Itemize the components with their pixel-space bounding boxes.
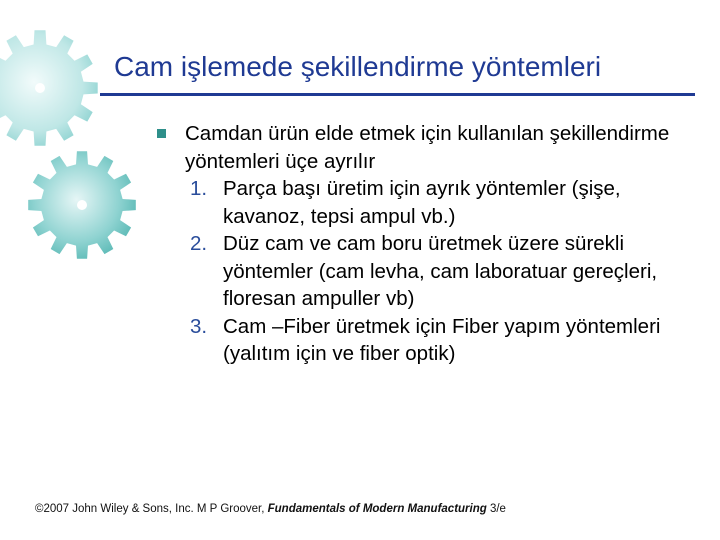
item-text: Cam –Fiber üretmek için Fiber yapım yöntemleri (yalıtım için ve fiber optik) bbox=[223, 314, 661, 365]
footer-edition: 3/e bbox=[486, 503, 506, 515]
numbered-list bbox=[156, 175, 701, 368]
slide-title: Cam işlemede şekillendirme yöntemleri bbox=[114, 51, 602, 82]
item-number: 2. bbox=[190, 232, 208, 255]
item-text: Düz cam ve cam boru üretmek üzere sürekli yöntemler (cam levha, cam laboratuar gereçleri, floresan ampuller vb) bbox=[223, 232, 658, 310]
gear-hole bbox=[35, 83, 45, 93]
item-number: 1. bbox=[190, 177, 208, 200]
gear-hole bbox=[77, 200, 87, 210]
gear-icon bbox=[0, 30, 98, 145]
gear-icon bbox=[28, 151, 136, 259]
item-number: 3. bbox=[190, 314, 208, 338]
list-item bbox=[156, 313, 701, 368]
bullet-text: Camdan ürün elde etmek için kullanılan şekillendirme yöntemleri üçe ayrılır bbox=[185, 122, 670, 173]
item-text: Parça başı üretim için ayrık yöntemler (şişe, kavanoz, tepsi ampul vb.) bbox=[223, 177, 621, 228]
bullet-item bbox=[156, 120, 701, 175]
footer-book-title: Fundamentals of Modern Manufacturing bbox=[267, 503, 487, 515]
footer-credit bbox=[35, 503, 506, 515]
square-bullet-icon bbox=[157, 129, 166, 138]
list-item bbox=[156, 230, 701, 313]
title-underline bbox=[100, 93, 695, 96]
footer-copyright: ©2007 John Wiley & Sons, Inc. M P Groover, bbox=[35, 503, 268, 515]
slide-body bbox=[156, 120, 701, 368]
list-item bbox=[156, 175, 701, 230]
gear-body bbox=[0, 30, 98, 145]
